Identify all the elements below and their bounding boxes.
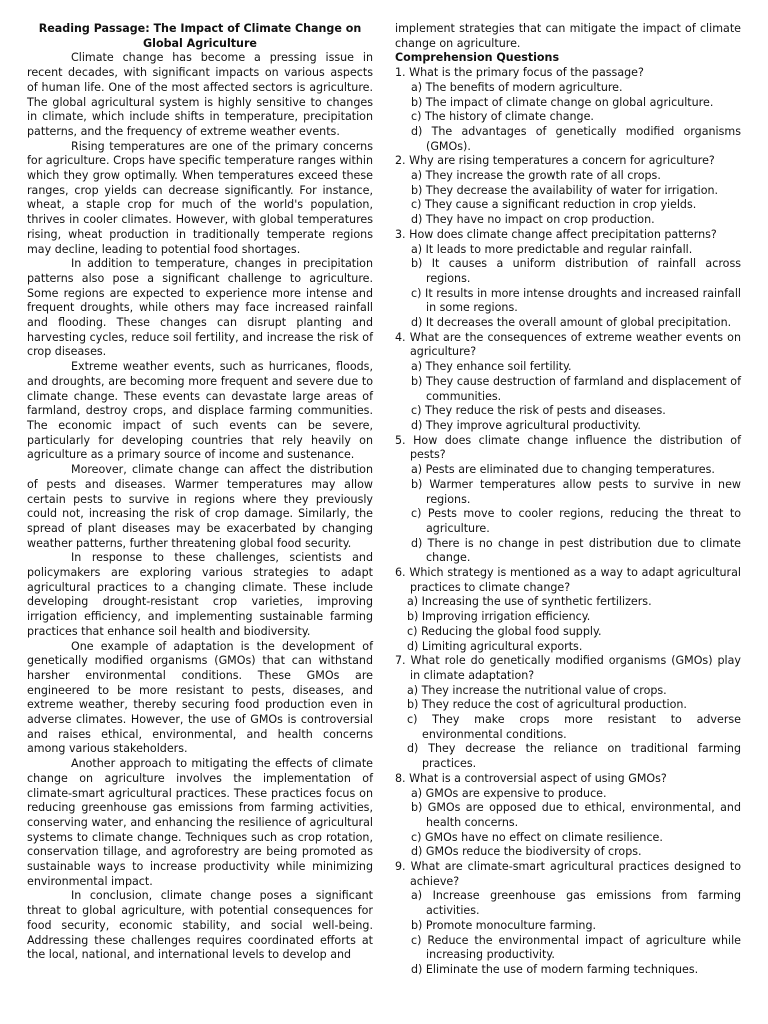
answer-option: a) The benefits of modern agriculture. bbox=[411, 80, 623, 94]
answer-option: c) Pests move to cooler regions, reducing the threat to agriculture. bbox=[411, 507, 741, 535]
answer-option: b) It causes a uniform distribution of rainfall across regions. bbox=[411, 257, 741, 285]
answer-option: c) Reducing the global food supply. bbox=[407, 624, 602, 638]
answer-option: c) The history of climate change. bbox=[411, 110, 594, 124]
answer-option: a) They enhance soil fertility. bbox=[411, 360, 572, 374]
question: 8. What is a controversial aspect of using GMOs? bbox=[395, 771, 667, 785]
answer-option: d) Eliminate the use of modern farming techniques. bbox=[411, 963, 699, 976]
passage-paragraph: Rising temperatures are one of the primary concerns for agriculture. Crops have specific temperature ranges within which they grow optimally. When temperatures exceed these ranges, crop yields can decrease significantly. For instance, wheat, a staple crop for much of the world's population, thrives in cooler climates. However, with global temperatures rising, wheat production in traditionally temperate regions may decline, leading to potential food shortages. bbox=[27, 139, 373, 256]
question: 1. What is the primary focus of the passage? bbox=[395, 66, 644, 80]
passage-paragraph: Extreme weather events, such as hurricanes, floods, and droughts, are becoming more frequent and severe due to climate change. These events can devastate large areas of farmland, destroy crops, and displace farming communities. The economic impact of such events can be severe, particularly for developing countries that rely heavily on agriculture as a primary source of income and sustenance. bbox=[27, 360, 373, 462]
passage-paragraph: In response to these challenges, scientists and policymakers are exploring various strategies to adapt agricultural practices to a changing climate. These include developing drought-resistant crop varieties, improving irrigation efficiency, and implementing sustainable farming practices that enhance soil health and biodiversity. bbox=[27, 551, 373, 638]
answer-option: b) They reduce the cost of agricultural production. bbox=[407, 698, 687, 712]
question: 3. How does climate change affect precipitation patterns? bbox=[395, 227, 717, 241]
answer-option: a) Increase greenhouse gas emissions from farming activities. bbox=[411, 889, 741, 918]
answer-option: d) It decreases the overall amount of global precipitation. bbox=[411, 316, 732, 330]
passage-paragraph: In conclusion, climate change poses a significant threat to global agriculture, with potential consequences for food security, economic stability, and social well-being. Addressing these challenges requires coordinated efforts at the local, national, and international levels to develop and bbox=[27, 889, 373, 962]
answer-option: a) Pests are eliminated due to changing temperatures. bbox=[411, 463, 715, 477]
answer-option: c) They make crops more resistant to adverse environmental conditions. bbox=[407, 713, 741, 741]
questions-heading: Comprehension Questions bbox=[395, 51, 560, 65]
passage-paragraph: One example of adaptation is the development of genetically modified organisms (GMOs) that can withstand harsher environmental conditions. These GMOs are engineered to be more resistant to pests, diseases, and extreme weather, thereby securing food production even in adverse climates. However, the use of GMOs is controversial and raises ethical, environmental, and health concerns among various stakeholders. bbox=[27, 639, 373, 756]
answer-option: c) It results in more intense droughts and increased rainfall in some regions. bbox=[411, 286, 741, 315]
question: 9. What are climate-smart agricultural practices designed to achieve? bbox=[395, 860, 741, 888]
answer-option: b) Promote monoculture farming. bbox=[411, 918, 597, 932]
question: 5. How does climate change influence the distribution of pests? bbox=[395, 433, 741, 462]
passage-paragraph: Moreover, climate change can affect the distribution of pests and diseases. Warmer temperatures may allow certain pests to survive in regions where they previously could not, increasing the risk of crop damage. Similarly, the spread of plant diseases may be exacerbated by changing weather patterns, further threatening global food security. bbox=[27, 463, 373, 550]
questions-column bbox=[395, 22, 741, 1024]
answer-option: d) There is no change in pest distribution due to climate change. bbox=[411, 536, 741, 565]
question: 6. Which strategy is mentioned as a way to adapt agricultural practices to climate change? bbox=[395, 566, 741, 594]
answer-option: a) They increase the nutritional value of crops. bbox=[407, 683, 667, 697]
passage-paragraph: Another approach to mitigating the effects of climate change on agriculture involves the implementation of climate-smart agricultural practices. These practices focus on reducing greenhouse gas emissions from farming activities, conserving water, and enhancing the resilience of agricultural systems to climate change. Techniques such as crop rotation, conservation tillage, and agroforestry are being promoted as sustainable ways to increase productivity while minimizing environmental impact. bbox=[27, 757, 373, 888]
answer-option: c) GMOs have no effect on climate resilience. bbox=[411, 830, 663, 844]
answer-option: b) Warmer temperatures allow pests to survive in new regions. bbox=[411, 477, 741, 506]
passage-title: Reading Passage: The Impact of Climate Change on Global Agriculture bbox=[38, 22, 362, 50]
answer-option: b) The impact of climate change on global agriculture. bbox=[411, 95, 714, 109]
answer-option: c) Reduce the environmental impact of agriculture while increasing productivity. bbox=[411, 933, 741, 962]
answer-option: d) The advantages of genetically modified organisms (GMOs). bbox=[411, 124, 741, 153]
answer-option: c) They reduce the risk of pests and diseases. bbox=[411, 404, 666, 418]
question: 2. Why are rising temperatures a concern for agriculture? bbox=[395, 154, 715, 168]
answer-option: a) They increase the growth rate of all crops. bbox=[411, 169, 661, 183]
answer-option: d) GMOs reduce the biodiversity of crops. bbox=[411, 845, 642, 859]
passage-paragraph: In addition to temperature, changes in precipitation patterns also pose a significant challenge to agriculture. Some regions are expected to experience more intense and frequent droughts, while others may face increased rainfall and flooding. These changes can disrupt planting and harvesting cycles, reduce soil fertility, and increase the risk of crop diseases. bbox=[27, 257, 373, 359]
answer-option: c) They cause a significant reduction in crop yields. bbox=[411, 198, 697, 212]
answer-option: b) Improving irrigation efficiency. bbox=[407, 610, 591, 624]
answer-option: b) GMOs are opposed due to ethical, environmental, and health concerns. bbox=[411, 801, 741, 829]
passage-continuation: implement strategies that can mitigate the impact of climate change on agriculture. bbox=[395, 22, 741, 50]
answer-option: a) Increasing the use of synthetic fertilizers. bbox=[407, 595, 652, 609]
passage-paragraph: Climate change has become a pressing issue in recent decades, with significant impacts on various aspects of human life. One of the most affected sectors is agriculture. The global agricultural system is highly sensitive to changes in climate, which include shifts in temperature, precipitation patterns, and the frequency of extreme weather events. bbox=[27, 51, 373, 138]
answer-option: b) They cause destruction of farmland and displacement of communities. bbox=[411, 374, 741, 403]
question: 7. What role do genetically modified organisms (GMOs) play in climate adaptation? bbox=[395, 654, 741, 682]
answer-option: d) They improve agricultural productivity. bbox=[411, 418, 641, 432]
answer-option: d) They have no impact on crop production. bbox=[411, 213, 655, 227]
question: 4. What are the consequences of extreme weather events on agriculture? bbox=[395, 330, 741, 359]
answer-option: d) They decrease the reliance on traditional farming practices. bbox=[407, 742, 741, 771]
answer-option: d) Limiting agricultural exports. bbox=[407, 639, 583, 653]
passage-column bbox=[27, 22, 373, 1024]
answer-option: a) It leads to more predictable and regular rainfall. bbox=[411, 242, 693, 256]
answer-option: a) GMOs are expensive to produce. bbox=[411, 786, 607, 800]
answer-option: b) They decrease the availability of water for irrigation. bbox=[411, 183, 719, 197]
